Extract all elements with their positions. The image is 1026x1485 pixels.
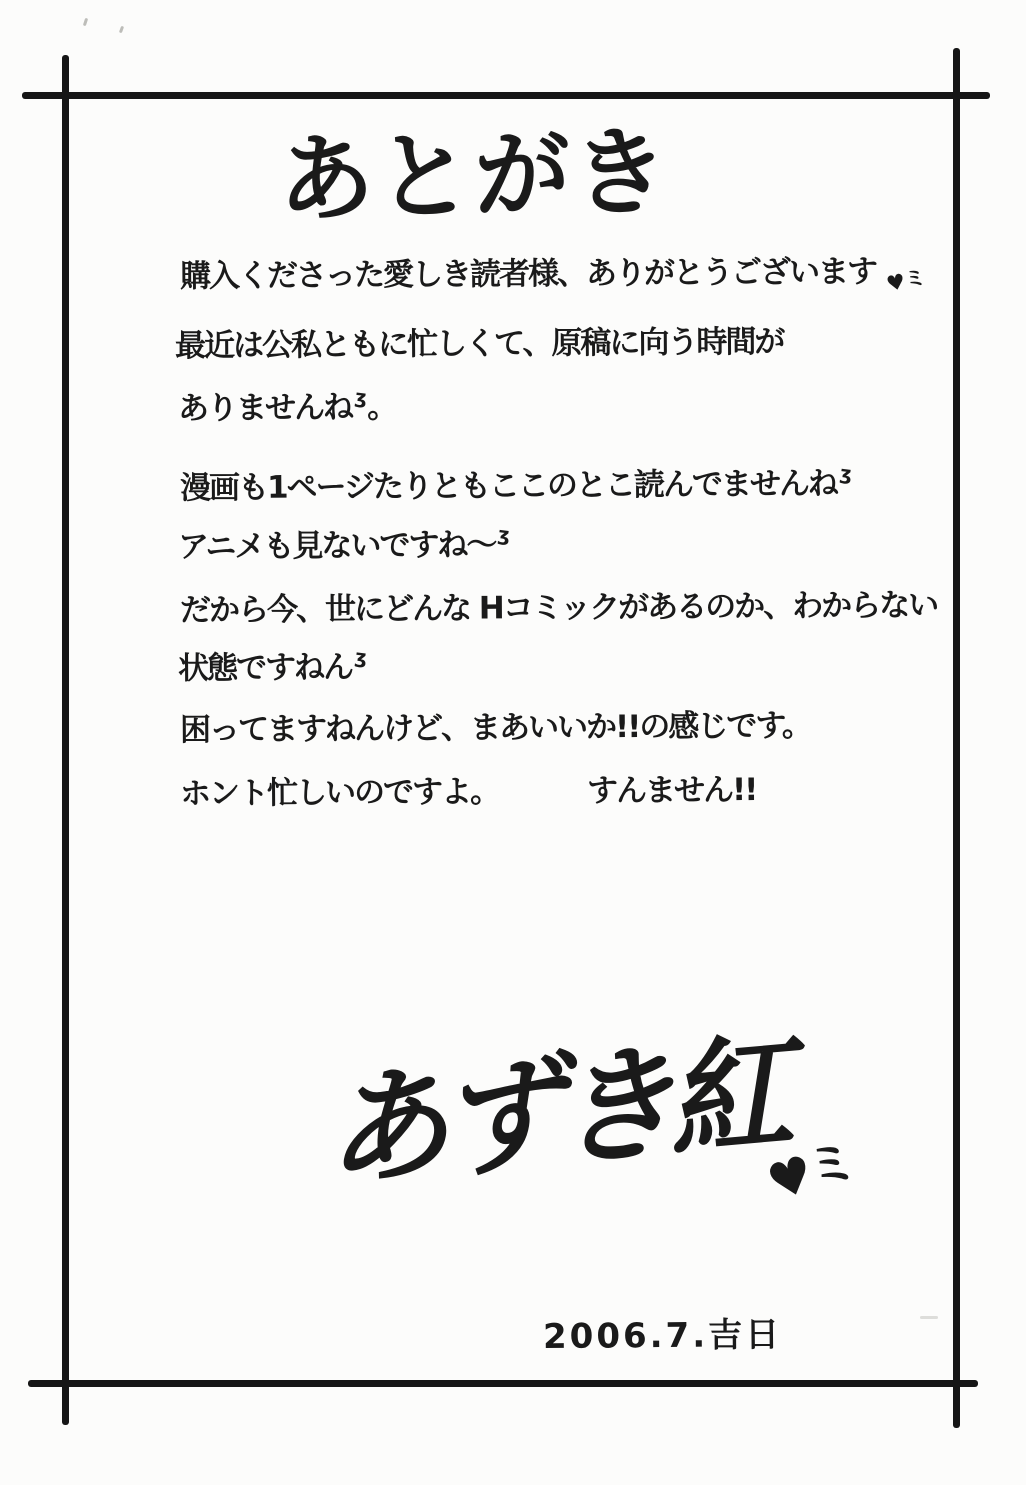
handwritten-line: [175, 316, 784, 365]
handwritten-line: [180, 579, 937, 629]
line-text: すんません!!: [586, 771, 757, 810]
line-text: ホント忙しいのですよ。: [179, 773, 500, 813]
sweat-squiggle-icon: ʒ: [497, 523, 512, 547]
artist-signature: あずき紅: [317, 1021, 789, 1206]
page-title: あとがき: [277, 115, 672, 237]
line-text: 。: [367, 389, 397, 426]
heart-doodle-icon: ♥ミ: [884, 264, 929, 297]
frame-left-line: [62, 55, 69, 1425]
line-text: ありませんね: [177, 389, 353, 427]
sweat-squiggle-icon: ʒ: [353, 645, 369, 670]
line-text: 漫画も1ページたりともここのとこ読んでませんね: [179, 465, 838, 507]
line-text: 購入くださった愛しき読者様、ありがとうございます: [179, 253, 877, 295]
sweat-squiggle-icon: ʒ: [838, 461, 854, 486]
line-text: 困ってますねんけど、まあいいか!!の感じです。: [179, 707, 811, 749]
sweat-squiggle-icon: ʒ: [353, 385, 369, 410]
frame-bottom-line: [28, 1380, 978, 1387]
scan-speck: [83, 18, 88, 27]
scan-speck: [119, 26, 124, 34]
line-text: アニメも見ないですね～: [177, 526, 496, 566]
line-text: 最近は公私ともに忙しくて、原稿に向う時間が: [174, 323, 784, 365]
heart-doodle-icon: ♥ミ: [760, 1130, 861, 1213]
frame-right-line: [953, 48, 960, 1428]
line-text: 状態ですねん: [177, 649, 353, 687]
line-text: だから今、世にどんな Hコミックがあるのか、わからない: [179, 587, 938, 629]
frame-top-line: [22, 92, 990, 99]
handwritten-line: [180, 458, 852, 508]
date-text: 2006.7.吉日: [542, 1314, 783, 1358]
handwritten-line: [178, 641, 367, 687]
handwritten-line: [180, 700, 811, 749]
handwritten-line: [178, 519, 511, 566]
handwritten-line: [180, 764, 757, 813]
handwritten-line: [178, 381, 396, 428]
scan-speck: [920, 1316, 938, 1319]
handwritten-line: [179, 245, 929, 297]
